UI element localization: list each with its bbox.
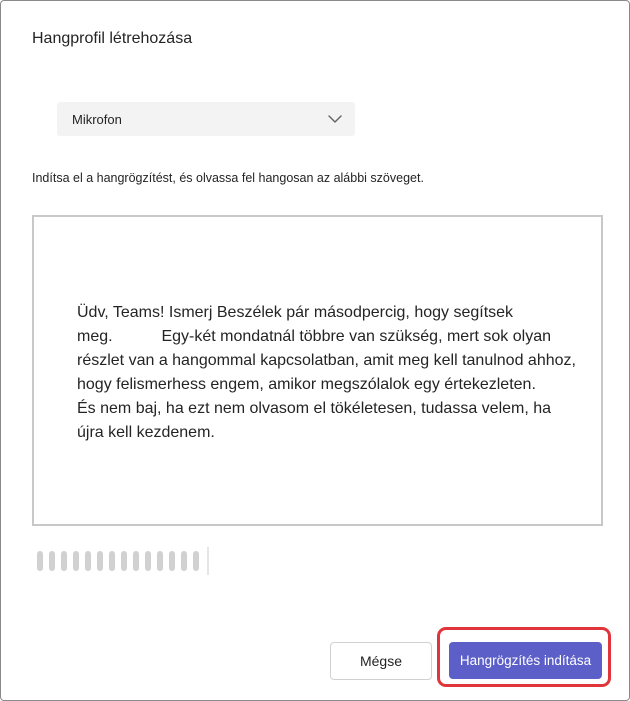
- audio-level-meter: [37, 547, 209, 575]
- level-bar: [61, 551, 67, 571]
- reading-script: [77, 301, 597, 445]
- script-line: meg. Egy-két mondatnál többre van szükség, mert sok olyan: [77, 328, 551, 345]
- dialog-title: Hangprofil létrehozása: [32, 30, 193, 47]
- level-bar: [193, 551, 199, 571]
- script-line: És nem baj, ha ezt nem olvasom el tökéletesen, tudassa velem, ha: [77, 400, 552, 417]
- level-bar: [85, 551, 91, 571]
- level-bar: [97, 551, 103, 571]
- script-line: részlet van a hangommal kapcsolatban, amit meg kell tanulnod ahhoz,: [77, 352, 576, 369]
- level-bar: [169, 551, 175, 571]
- cancel-button[interactable]: Mégse: [330, 642, 432, 680]
- level-bar: [181, 551, 187, 571]
- level-bar: [133, 551, 139, 571]
- microphone-select-value: Mikrofon: [72, 111, 122, 127]
- script-line: újra kell kezdenem.: [77, 424, 215, 441]
- level-meter-end: [207, 547, 209, 575]
- reading-script-box: [32, 215, 603, 526]
- level-bar: [109, 551, 115, 571]
- start-recording-button[interactable]: Hangrögzítés indítása: [449, 642, 602, 679]
- level-bar: [37, 551, 43, 571]
- chevron-down-icon: [327, 111, 343, 127]
- script-line: hogy felismerhess engem, amikor megszólalok egy értekezleten.: [77, 376, 536, 393]
- level-bar: [157, 551, 163, 571]
- level-bar: [49, 551, 55, 571]
- microphone-select[interactable]: [57, 102, 355, 136]
- level-bar: [73, 551, 79, 571]
- level-bar: [145, 551, 151, 571]
- instruction-text: Indítsa el a hangrögzítést, és olvassa fel hangosan az alábbi szöveget.: [32, 171, 424, 185]
- level-bar: [121, 551, 127, 571]
- script-line: Üdv, Teams! Ismerj Beszélek pár másodpercig, hogy segítsek: [77, 304, 514, 321]
